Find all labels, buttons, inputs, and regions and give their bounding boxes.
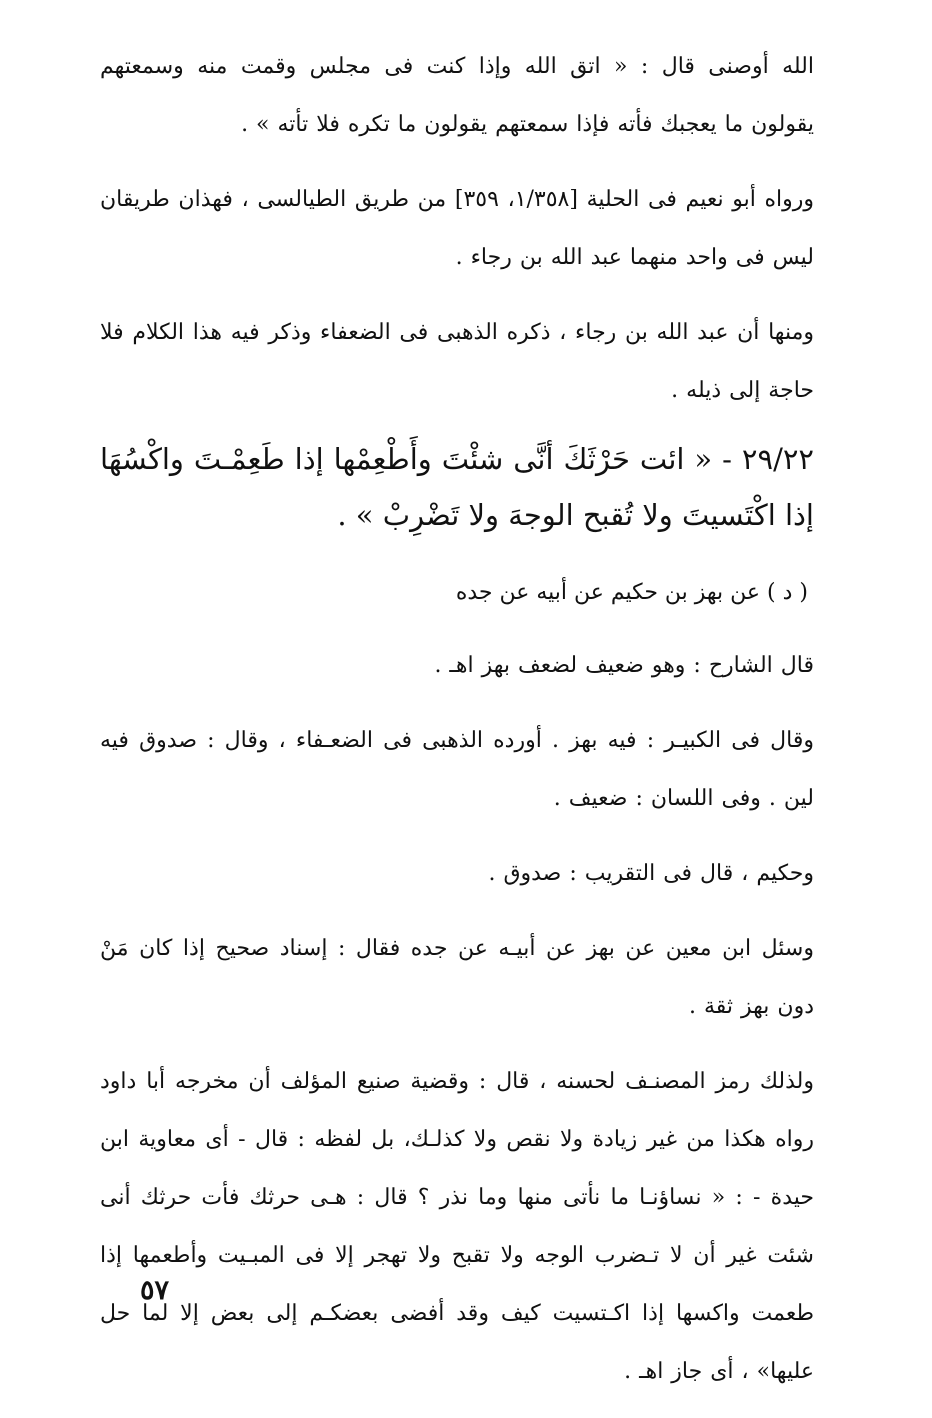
commentary-3: وحكيم ، قال فى التقريب : صدوق . [488,861,814,886]
commentary-1: قال الشارح : وهو ضعيف لضعف بهز اهـ . [434,653,814,678]
hadith-source: ( د ) عن بهز بن حكيم عن أبيه عن جده [455,580,808,605]
hadith-text: « ائت حَرْثَكَ أنَّى شئْتَ وأَطْعِمْها إذا طَعِمْـتَ واكْسُهَا إذا اكْتَسيتَ ولا تُقبح الوجهَ ولا تَضْرِبْ » . [100,442,814,532]
paragraph-2: ورواه أبو نعيم فى الحلية [١/٣٥٨، ٣٥٩] من طريق الطيالسى ، فهذان طريقان ليس فى واحد منهما عبد الله بن رجاء . [100,187,815,270]
page-text-block [100,38,814,1418]
paragraph-1: الله أوصنى قال : « اتق الله وإذا كنت فى مجلس وقمت منه وسمعتهم يقولون ما يعجبك فأته فإذا سمعتهم يقولون ما تكره فلا تأته » . [100,54,814,137]
page-number: ٥٧ [140,1275,170,1306]
hadith-number: ٢٩/٢٢ - [722,442,814,476]
paragraph-3: ومنها أن عبد الله بن رجاء ، ذكره الذهبى فى الضعفاء وذكر فيه هذا الكلام فلا حاجة إلى ذيله . [100,320,814,403]
commentary-2: وقال فى الكبيـر : فيه بهز . أورده الذهبى فى الضعـفاء ، وقال : صدوق فيه لين . وفى اللسان : ضعيف . [100,728,814,811]
commentary-4: وسئل ابن معين عن بهز عن أبيـه عن جده فقال : إسناد صحيح إذا كان مَنْ دون بهز ثقة . [100,936,814,1019]
hadith-text-block [100,431,814,543]
commentary-5: ولذلك رمز المصنـف لحسنه ، قال : وقضية صنيع المؤلف أن مخرجه أبا داود رواه هكذا من غير زيادة ولا نقص ولا كذلـك، بل لفظه : قال - أى معاوية ابن حيدة - : « نساؤنـا ما نأتى منها وما نذر ؟ قال : هـى حرثك فأت حرثك أنى شئت غير أن لا تـضرب الوجه ولا تقبح ولا تهجر إلا فى المبـيت وأطعمها إذا طعمت واكسها إذا اكـتسيت كيف وقد أفضى بعضكـم إلى بعض إلا لما حل عليها» ، أى جاز اهـ . [100,1069,814,1384]
